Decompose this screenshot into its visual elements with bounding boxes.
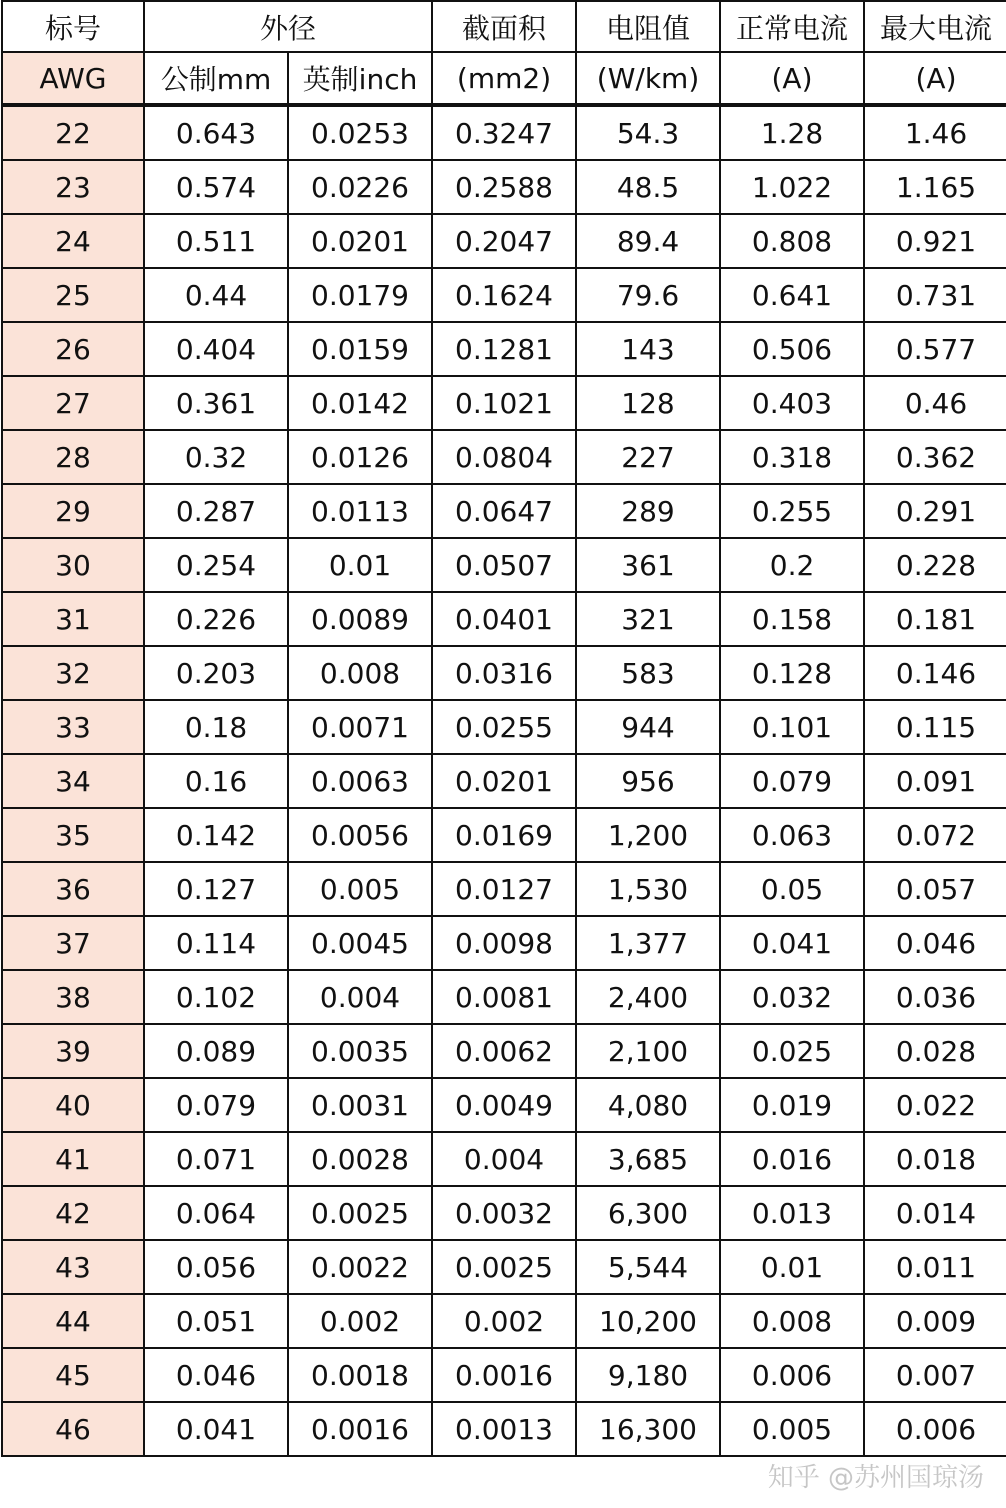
cross-section-cell: 0.0013 — [432, 1402, 576, 1456]
imperial-inch-cell: 0.0113 — [288, 484, 432, 538]
cross-section-cell: 0.0507 — [432, 538, 576, 592]
resistance-cell: 143 — [576, 322, 720, 376]
max-current-cell: 0.146 — [864, 646, 1006, 700]
max-current-cell: 0.921 — [864, 214, 1006, 268]
table-row — [2, 1132, 1006, 1186]
metric-mm-cell: 0.44 — [144, 268, 288, 322]
resistance-cell: 1,530 — [576, 862, 720, 916]
table-row — [2, 322, 1006, 376]
header-max-current: 最大电流 — [864, 1, 1006, 52]
imperial-inch-cell: 0.0179 — [288, 268, 432, 322]
metric-mm-cell: 0.226 — [144, 592, 288, 646]
max-current-cell: 0.018 — [864, 1132, 1006, 1186]
max-current-cell: 0.046 — [864, 916, 1006, 970]
imperial-inch-cell: 0.0126 — [288, 430, 432, 484]
max-current-cell: 0.057 — [864, 862, 1006, 916]
metric-mm-cell: 0.046 — [144, 1348, 288, 1402]
table-row — [2, 754, 1006, 808]
normal-current-cell: 1.28 — [720, 105, 864, 160]
resistance-cell: 2,400 — [576, 970, 720, 1024]
cross-section-cell: 0.0647 — [432, 484, 576, 538]
resistance-cell: 10,200 — [576, 1294, 720, 1348]
table-row — [2, 105, 1006, 160]
metric-mm-cell: 0.287 — [144, 484, 288, 538]
imperial-inch-cell: 0.0031 — [288, 1078, 432, 1132]
header-metric-mm: 公制mm — [144, 52, 288, 105]
cross-section-cell: 0.0025 — [432, 1240, 576, 1294]
awg-cell: 39 — [2, 1024, 144, 1078]
normal-current-cell: 0.019 — [720, 1078, 864, 1132]
header-unit-mm2: (mm2) — [432, 52, 576, 105]
imperial-inch-cell: 0.0159 — [288, 322, 432, 376]
resistance-cell: 289 — [576, 484, 720, 538]
cross-section-cell: 0.1281 — [432, 322, 576, 376]
normal-current-cell: 0.005 — [720, 1402, 864, 1456]
cross-section-cell: 0.0316 — [432, 646, 576, 700]
table-row — [2, 1024, 1006, 1078]
table-row — [2, 430, 1006, 484]
normal-current-cell: 0.063 — [720, 808, 864, 862]
cross-section-cell: 0.0169 — [432, 808, 576, 862]
max-current-cell: 0.228 — [864, 538, 1006, 592]
max-current-cell: 0.007 — [864, 1348, 1006, 1402]
awg-cell: 37 — [2, 916, 144, 970]
max-current-cell: 0.362 — [864, 430, 1006, 484]
normal-current-cell: 0.013 — [720, 1186, 864, 1240]
imperial-inch-cell: 0.0226 — [288, 160, 432, 214]
max-current-cell: 0.115 — [864, 700, 1006, 754]
awg-cell: 26 — [2, 322, 144, 376]
metric-mm-cell: 0.114 — [144, 916, 288, 970]
resistance-cell: 79.6 — [576, 268, 720, 322]
awg-cell: 42 — [2, 1186, 144, 1240]
awg-cell: 31 — [2, 592, 144, 646]
normal-current-cell: 0.032 — [720, 970, 864, 1024]
resistance-cell: 9,180 — [576, 1348, 720, 1402]
awg-cell: 36 — [2, 862, 144, 916]
normal-current-cell: 0.641 — [720, 268, 864, 322]
metric-mm-cell: 0.18 — [144, 700, 288, 754]
normal-current-cell: 0.808 — [720, 214, 864, 268]
normal-current-cell: 0.101 — [720, 700, 864, 754]
awg-cell: 27 — [2, 376, 144, 430]
max-current-cell: 0.028 — [864, 1024, 1006, 1078]
table-row — [2, 808, 1006, 862]
metric-mm-cell: 0.071 — [144, 1132, 288, 1186]
awg-cell: 30 — [2, 538, 144, 592]
resistance-cell: 3,685 — [576, 1132, 720, 1186]
resistance-cell: 1,200 — [576, 808, 720, 862]
imperial-inch-cell: 0.0056 — [288, 808, 432, 862]
max-current-cell: 0.009 — [864, 1294, 1006, 1348]
max-current-cell: 0.006 — [864, 1402, 1006, 1456]
cross-section-cell: 0.1021 — [432, 376, 576, 430]
table-row — [2, 1294, 1006, 1348]
cross-section-cell: 0.2588 — [432, 160, 576, 214]
imperial-inch-cell: 0.0045 — [288, 916, 432, 970]
resistance-cell: 54.3 — [576, 105, 720, 160]
max-current-cell: 1.165 — [864, 160, 1006, 214]
cross-section-cell: 0.0127 — [432, 862, 576, 916]
table-row — [2, 646, 1006, 700]
imperial-inch-cell: 0.01 — [288, 538, 432, 592]
imperial-inch-cell: 0.005 — [288, 862, 432, 916]
normal-current-cell: 0.016 — [720, 1132, 864, 1186]
max-current-cell: 0.022 — [864, 1078, 1006, 1132]
awg-cell: 45 — [2, 1348, 144, 1402]
metric-mm-cell: 0.404 — [144, 322, 288, 376]
normal-current-cell: 0.05 — [720, 862, 864, 916]
normal-current-cell: 0.2 — [720, 538, 864, 592]
max-current-cell: 0.014 — [864, 1186, 1006, 1240]
awg-cell: 22 — [2, 105, 144, 160]
watermark: 知乎 @苏州国琼汤 — [767, 1463, 984, 1493]
cross-section-cell: 0.0201 — [432, 754, 576, 808]
header-gauge: 标号 — [2, 1, 144, 52]
cross-section-cell: 0.0016 — [432, 1348, 576, 1402]
resistance-cell: 1,377 — [576, 916, 720, 970]
table-row — [2, 862, 1006, 916]
max-current-cell: 0.091 — [864, 754, 1006, 808]
header-outer-diameter: 外径 — [144, 1, 432, 52]
table-row — [2, 1240, 1006, 1294]
resistance-cell: 16,300 — [576, 1402, 720, 1456]
cross-section-cell: 0.0255 — [432, 700, 576, 754]
resistance-cell: 944 — [576, 700, 720, 754]
resistance-cell: 361 — [576, 538, 720, 592]
header-normal-current: 正常电流 — [720, 1, 864, 52]
resistance-cell: 6,300 — [576, 1186, 720, 1240]
normal-current-cell: 0.041 — [720, 916, 864, 970]
table-row — [2, 592, 1006, 646]
imperial-inch-cell: 0.0089 — [288, 592, 432, 646]
table-row — [2, 1186, 1006, 1240]
resistance-cell: 5,544 — [576, 1240, 720, 1294]
normal-current-cell: 0.158 — [720, 592, 864, 646]
imperial-inch-cell: 0.004 — [288, 970, 432, 1024]
resistance-cell: 227 — [576, 430, 720, 484]
awg-cell: 28 — [2, 430, 144, 484]
awg-cell: 25 — [2, 268, 144, 322]
metric-mm-cell: 0.056 — [144, 1240, 288, 1294]
cross-section-cell: 0.0049 — [432, 1078, 576, 1132]
table-row — [2, 1402, 1006, 1456]
cross-section-cell: 0.2047 — [432, 214, 576, 268]
resistance-cell: 2,100 — [576, 1024, 720, 1078]
awg-cell: 35 — [2, 808, 144, 862]
normal-current-cell: 0.128 — [720, 646, 864, 700]
cross-section-cell: 0.0401 — [432, 592, 576, 646]
cross-section-cell: 0.0081 — [432, 970, 576, 1024]
resistance-cell: 321 — [576, 592, 720, 646]
metric-mm-cell: 0.089 — [144, 1024, 288, 1078]
header-cross-section: 截面积 — [432, 1, 576, 52]
metric-mm-cell: 0.079 — [144, 1078, 288, 1132]
header-row-1 — [2, 1, 1006, 52]
max-current-cell: 0.036 — [864, 970, 1006, 1024]
table-row — [2, 376, 1006, 430]
resistance-cell: 48.5 — [576, 160, 720, 214]
metric-mm-cell: 0.051 — [144, 1294, 288, 1348]
imperial-inch-cell: 0.0071 — [288, 700, 432, 754]
awg-cell: 44 — [2, 1294, 144, 1348]
metric-mm-cell: 0.041 — [144, 1402, 288, 1456]
normal-current-cell: 0.506 — [720, 322, 864, 376]
resistance-cell: 4,080 — [576, 1078, 720, 1132]
normal-current-cell: 0.006 — [720, 1348, 864, 1402]
metric-mm-cell: 0.32 — [144, 430, 288, 484]
cross-section-cell: 0.0062 — [432, 1024, 576, 1078]
imperial-inch-cell: 0.0025 — [288, 1186, 432, 1240]
metric-mm-cell: 0.511 — [144, 214, 288, 268]
normal-current-cell: 0.025 — [720, 1024, 864, 1078]
normal-current-cell: 0.008 — [720, 1294, 864, 1348]
awg-cell: 41 — [2, 1132, 144, 1186]
awg-cell: 38 — [2, 970, 144, 1024]
awg-cell: 33 — [2, 700, 144, 754]
metric-mm-cell: 0.142 — [144, 808, 288, 862]
awg-cell: 29 — [2, 484, 144, 538]
max-current-cell: 0.072 — [864, 808, 1006, 862]
cross-section-cell: 0.004 — [432, 1132, 576, 1186]
normal-current-cell: 0.079 — [720, 754, 864, 808]
header-row-2 — [2, 52, 1006, 105]
normal-current-cell: 0.318 — [720, 430, 864, 484]
header-awg: AWG — [2, 52, 144, 105]
table-row — [2, 214, 1006, 268]
table-row — [2, 160, 1006, 214]
awg-cell: 24 — [2, 214, 144, 268]
max-current-cell: 1.46 — [864, 105, 1006, 160]
metric-mm-cell: 0.203 — [144, 646, 288, 700]
table-row — [2, 484, 1006, 538]
header-resistance: 电阻值 — [576, 1, 720, 52]
max-current-cell: 0.181 — [864, 592, 1006, 646]
normal-current-cell: 1.022 — [720, 160, 864, 214]
normal-current-cell: 0.01 — [720, 1240, 864, 1294]
table-row — [2, 538, 1006, 592]
header-imperial-inch: 英制inch — [288, 52, 432, 105]
table-row — [2, 970, 1006, 1024]
cross-section-cell: 0.3247 — [432, 105, 576, 160]
table-row — [2, 700, 1006, 754]
cross-section-cell: 0.0098 — [432, 916, 576, 970]
cross-section-cell: 0.1624 — [432, 268, 576, 322]
awg-cell: 46 — [2, 1402, 144, 1456]
resistance-cell: 956 — [576, 754, 720, 808]
imperial-inch-cell: 0.0253 — [288, 105, 432, 160]
table-row — [2, 268, 1006, 322]
table-body — [2, 1, 1006, 1456]
imperial-inch-cell: 0.0016 — [288, 1402, 432, 1456]
imperial-inch-cell: 0.0063 — [288, 754, 432, 808]
awg-cell: 43 — [2, 1240, 144, 1294]
table-row — [2, 1348, 1006, 1402]
awg-cell: 32 — [2, 646, 144, 700]
cross-section-cell: 0.0032 — [432, 1186, 576, 1240]
cross-section-cell: 0.0804 — [432, 430, 576, 484]
awg-cell: 23 — [2, 160, 144, 214]
header-unit-a-normal: (A) — [720, 52, 864, 105]
awg-cell: 40 — [2, 1078, 144, 1132]
imperial-inch-cell: 0.0022 — [288, 1240, 432, 1294]
awg-wire-table — [1, 0, 1006, 1457]
metric-mm-cell: 0.643 — [144, 105, 288, 160]
max-current-cell: 0.731 — [864, 268, 1006, 322]
imperial-inch-cell: 0.0018 — [288, 1348, 432, 1402]
metric-mm-cell: 0.574 — [144, 160, 288, 214]
imperial-inch-cell: 0.0201 — [288, 214, 432, 268]
metric-mm-cell: 0.102 — [144, 970, 288, 1024]
metric-mm-cell: 0.064 — [144, 1186, 288, 1240]
awg-cell: 34 — [2, 754, 144, 808]
resistance-cell: 128 — [576, 376, 720, 430]
imperial-inch-cell: 0.002 — [288, 1294, 432, 1348]
header-unit-a-max: (A) — [864, 52, 1006, 105]
imperial-inch-cell: 0.0142 — [288, 376, 432, 430]
resistance-cell: 89.4 — [576, 214, 720, 268]
metric-mm-cell: 0.254 — [144, 538, 288, 592]
metric-mm-cell: 0.361 — [144, 376, 288, 430]
table-row — [2, 916, 1006, 970]
max-current-cell: 0.011 — [864, 1240, 1006, 1294]
normal-current-cell: 0.255 — [720, 484, 864, 538]
imperial-inch-cell: 0.0028 — [288, 1132, 432, 1186]
cross-section-cell: 0.002 — [432, 1294, 576, 1348]
resistance-cell: 583 — [576, 646, 720, 700]
imperial-inch-cell: 0.008 — [288, 646, 432, 700]
metric-mm-cell: 0.127 — [144, 862, 288, 916]
max-current-cell: 0.291 — [864, 484, 1006, 538]
table-row — [2, 1078, 1006, 1132]
max-current-cell: 0.577 — [864, 322, 1006, 376]
header-unit-wkm: (W/km) — [576, 52, 720, 105]
imperial-inch-cell: 0.0035 — [288, 1024, 432, 1078]
normal-current-cell: 0.403 — [720, 376, 864, 430]
max-current-cell: 0.46 — [864, 376, 1006, 430]
metric-mm-cell: 0.16 — [144, 754, 288, 808]
